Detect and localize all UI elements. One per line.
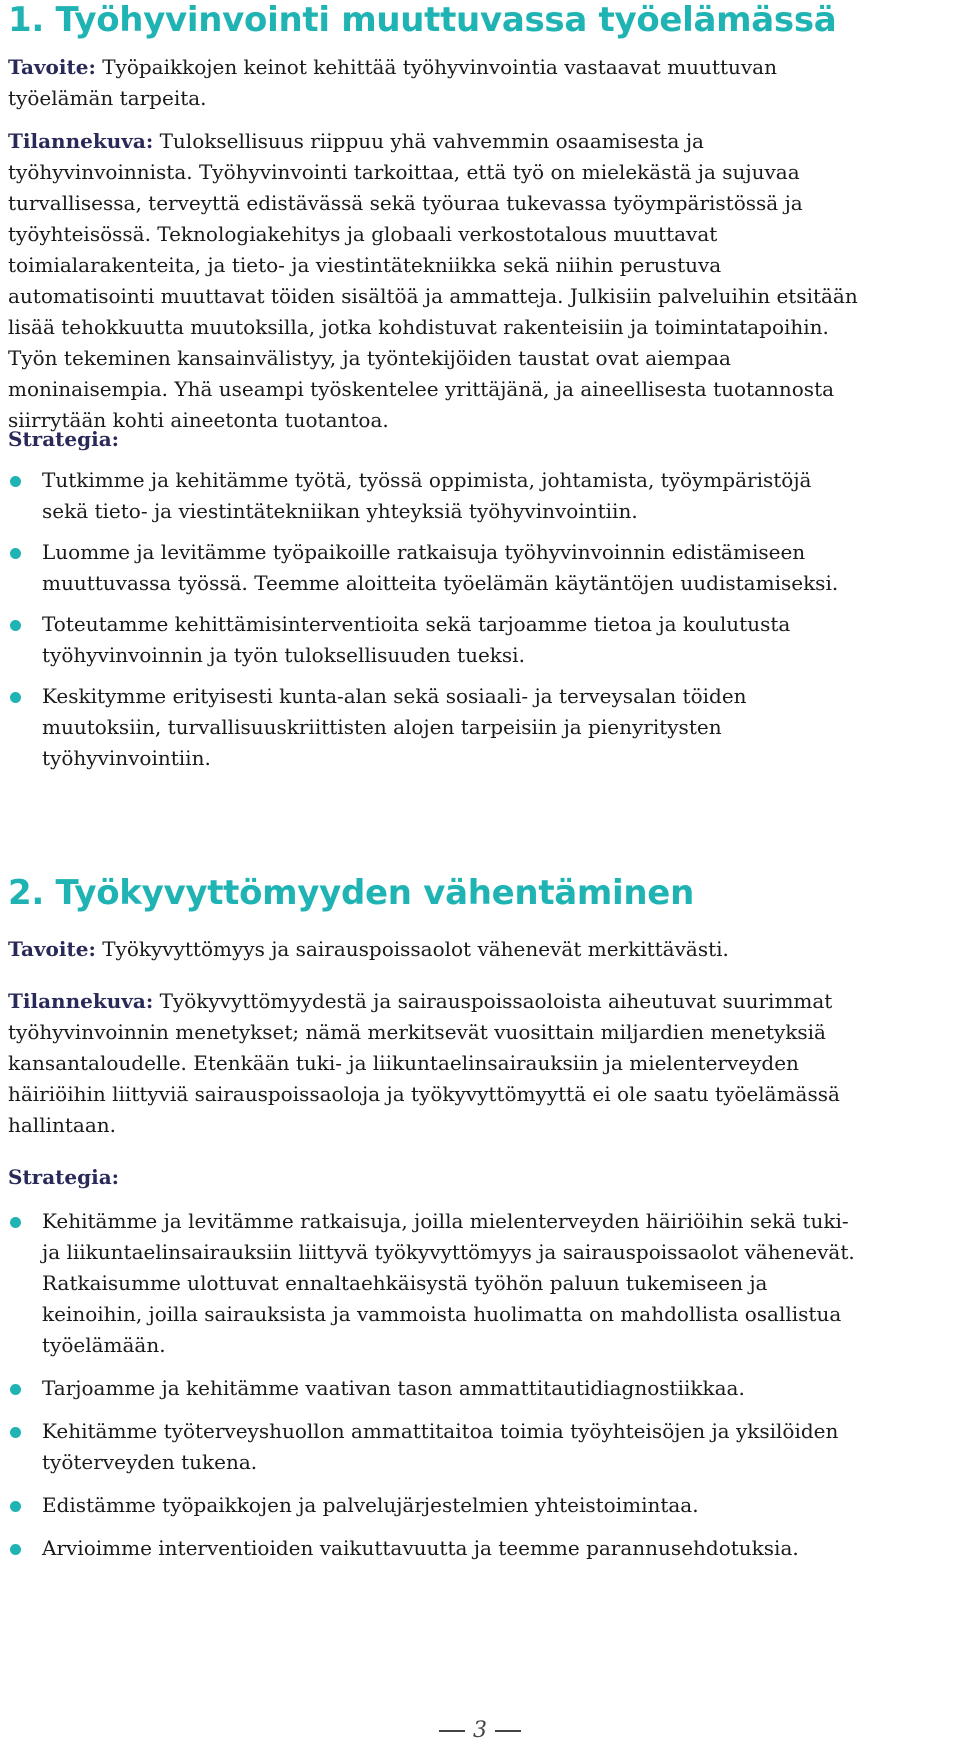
section-1-situation bbox=[8, 126, 866, 436]
bullet-icon bbox=[10, 1217, 21, 1228]
section-1-strategy-label: Strategia: bbox=[8, 427, 120, 451]
list-item: Tarjoamme ja kehitämme vaativan tason ammattitautidiagnostiikkaa. bbox=[8, 1373, 860, 1404]
goal-label: Tavoite: bbox=[8, 55, 96, 79]
section-2-situation bbox=[8, 986, 866, 1141]
section-2-goal bbox=[8, 934, 866, 965]
dash-right bbox=[495, 1730, 521, 1732]
section-2-strategy-label: Strategia: bbox=[8, 1165, 120, 1189]
bullet-icon bbox=[10, 548, 21, 559]
list-item: Tutkimme ja kehitämme työtä, työssä oppimista, johtamista, työympäristöjä sekä tieto- ja viestintätekniikan yhteyksiä työhyvinvointiin. bbox=[8, 465, 860, 527]
goal-label: Tavoite: bbox=[8, 937, 96, 961]
bullet-icon bbox=[10, 1384, 21, 1395]
list-item: Kehitämme ja levitämme ratkaisuja, joilla mielenterveyden häiriöihin sekä tuki- ja liikuntaelinsairauksiin liittyvä työkyvyttömyys ja sairauspoissaolot vähenevät. Ratkaisumme ulottuvat ennaltaehkäisystä työhön paluun tukemiseen ja keinoihin, joilla sairauksista ja vammoista huolimatta on mahdollista osallistua työelämään. bbox=[8, 1206, 860, 1361]
bullet-icon bbox=[10, 1544, 21, 1555]
goal-text: Työpaikkojen keinot kehittää työhyvinvointia vastaavat muuttuvan työelämän tarpeita. bbox=[8, 55, 777, 110]
bullet-icon bbox=[10, 476, 21, 487]
section-1-strategy-list bbox=[8, 465, 860, 774]
bullet-icon bbox=[10, 1501, 21, 1512]
bullet-icon bbox=[10, 1427, 21, 1438]
situation-label: Tilannekuva: bbox=[8, 989, 154, 1013]
list-item: Keskitymme erityisesti kunta-alan sekä sosiaali- ja terveysalan töiden muutoksiin, turvallisuuskriittisten alojen tarpeisiin ja pienyritysten työhyvinvointiin. bbox=[8, 681, 860, 774]
situation-label: Tilannekuva: bbox=[8, 129, 154, 153]
dash-left bbox=[439, 1730, 465, 1732]
section-1-title: 1. Työhyvinvointi muuttuvassa työelämässä bbox=[8, 0, 837, 40]
list-item: Arvioimme interventioiden vaikuttavuutta ja teemme parannusehdotuksia. bbox=[8, 1533, 860, 1564]
page-number: 3 bbox=[0, 1718, 960, 1743]
situation-text: Tuloksellisuus riippuu yhä vahvemmin osaamisesta ja työhyvinvoinnista. Työhyvinvointi tarkoittaa, että työ on mielekästä ja sujuvaa turvallisessa, terveyttä edistävässä sekä työuraa tukevassa työympäristössä ja työyhteisössä. Teknologiakehitys ja globaali verkostotalous muuttavat toimialarakenteita, ja tieto- ja viestintätekniikka sekä niihin perustuva automatisointi muuttavat töiden sisältöä ja ammatteja. Julkisiin palveluihin etsitään lisää tehokkuutta muutoksilla, jotka kohdistuvat rakenteisiin ja toimintatapoihin. Työn tekeminen kansainvälistyy, ja työntekijöiden taustat ovat aiempaa moninaisempia. Yhä useampi työskentelee yrittäjänä, ja aineellisesta tuotannosta siirrytään kohti aineetonta tuotantoa. bbox=[8, 129, 858, 432]
list-item: Toteutamme kehittämisinterventioita sekä tarjoamme tietoa ja koulutusta työhyvinvoinnin ja työn tuloksellisuuden tueksi. bbox=[8, 609, 860, 671]
list-item: Luomme ja levitämme työpaikoille ratkaisuja työhyvinvoinnin edistämiseen muuttuvassa työssä. Teemme aloitteita työelämän käytäntöjen uudistamiseksi. bbox=[8, 537, 860, 599]
bullet-icon bbox=[10, 692, 21, 703]
list-item: Edistämme työpaikkojen ja palvelujärjestelmien yhteistoimintaa. bbox=[8, 1490, 860, 1521]
section-1-goal bbox=[8, 52, 828, 114]
section-2-title: 2. Työkyvyttömyyden vähentäminen bbox=[8, 873, 694, 913]
bullet-icon bbox=[10, 620, 21, 631]
section-2-strategy-list bbox=[8, 1206, 860, 1564]
situation-text: Työkyvyttömyydestä ja sairauspoissaoloista aiheutuvat suurimmat työhyvinvoinnin menetykset; nämä merkitsevät vuosittain miljardien menetyksiä kansantaloudelle. Etenkään tuki- ja liikuntaelinsairauksiin ja mielenterveyden häiriöihin liittyviä sairauspoissaoloja ja työkyvyttömyyttä ei ole saatu työelämässä hallintaan. bbox=[8, 989, 840, 1137]
list-item: Kehitämme työterveyshuollon ammattitaitoa toimia työyhteisöjen ja yksilöiden työterveyden tukena. bbox=[8, 1416, 860, 1478]
goal-text: Työkyvyttömyys ja sairauspoissaolot vähenevät merkittävästi. bbox=[95, 937, 729, 961]
